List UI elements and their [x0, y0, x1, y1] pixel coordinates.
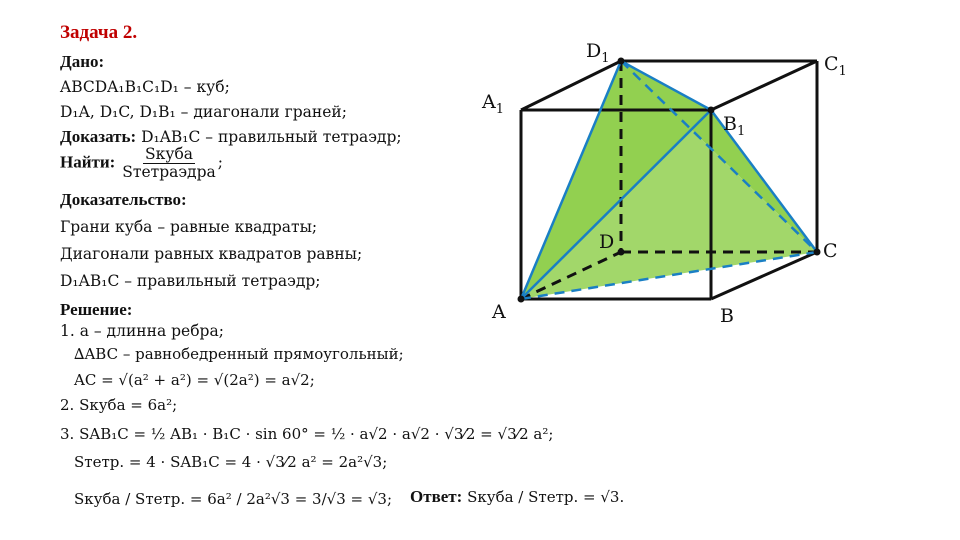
- vertex-d-dot: [618, 249, 625, 256]
- given-heading: Дано:: [60, 52, 105, 71]
- given-cube: ABCDA₁B₁C₁D₁ – куб;: [60, 78, 230, 96]
- solution-step-4: Sкуба / Sтетр. = 6a² / 2a²√3 = 3/√3 = √3;: [74, 490, 393, 508]
- proof-line-2: Диагонали равных квадратов равны;: [60, 245, 363, 263]
- vertex-a-dot: [518, 296, 525, 303]
- given-diagonals: D₁A, D₁C, D₁B₁ – диагонали граней;: [60, 103, 347, 121]
- vertex-c-dot: [814, 249, 821, 256]
- label-c: C: [823, 240, 838, 262]
- proof-heading: Доказательство:: [60, 190, 187, 209]
- find-denominator: Sтетраэдра: [122, 163, 216, 182]
- prove-statement: D₁AB₁C – правильный тетраэдр;: [141, 128, 402, 146]
- solution-step-1: 1. a – длинна ребра;: [60, 322, 224, 340]
- edge-b1c1: [711, 61, 817, 110]
- label-a: A: [492, 301, 506, 323]
- answer-label: Ответ:: [410, 487, 463, 506]
- solution-step-3b: Sтетр. = 4 · SAB₁C = 4 · √3⁄2 a² = 2a²√3;: [74, 453, 388, 471]
- solution-step-1c: AC = √(a² + a²) = √(2a²) = a√2;: [74, 371, 315, 389]
- label-a1: $A_1$: [482, 91, 505, 117]
- label-d1: $D_1$: [586, 40, 610, 66]
- find-numerator: Sкуба: [145, 145, 194, 163]
- solution-step-3: 3. SAB₁C = ½ AB₁ · B₁C · sin 60° = ½ · a√2 · a√2 · √3⁄2 = √3⁄2 a²;: [60, 425, 554, 443]
- proof-line-3: D₁AB₁C – правильный тетраэдр;: [60, 272, 321, 290]
- vertex-d1-dot: [618, 58, 625, 65]
- label-b1: $B_1$: [723, 113, 746, 139]
- vertex-b1-dot: [708, 107, 715, 114]
- answer-value: Sкуба / Sтетр. = √3.: [467, 488, 625, 506]
- label-d: D: [599, 231, 615, 253]
- task-title: Задача 2.: [60, 22, 138, 43]
- proof-line-1: Грани куба – равные квадраты;: [60, 218, 318, 236]
- solution-step-2: 2. Sкуба = 6a²;: [60, 396, 178, 414]
- label-c1: $C_1$: [824, 53, 847, 79]
- prove-heading: Доказать:: [60, 127, 137, 146]
- find-heading: Найти:: [60, 152, 116, 172]
- solution-step-1b: ∆ABC – равнобедренный прямоугольный;: [74, 345, 404, 363]
- solution-heading: Решение:: [60, 300, 133, 319]
- find-tail: ;: [217, 153, 223, 172]
- label-b: B: [720, 305, 734, 327]
